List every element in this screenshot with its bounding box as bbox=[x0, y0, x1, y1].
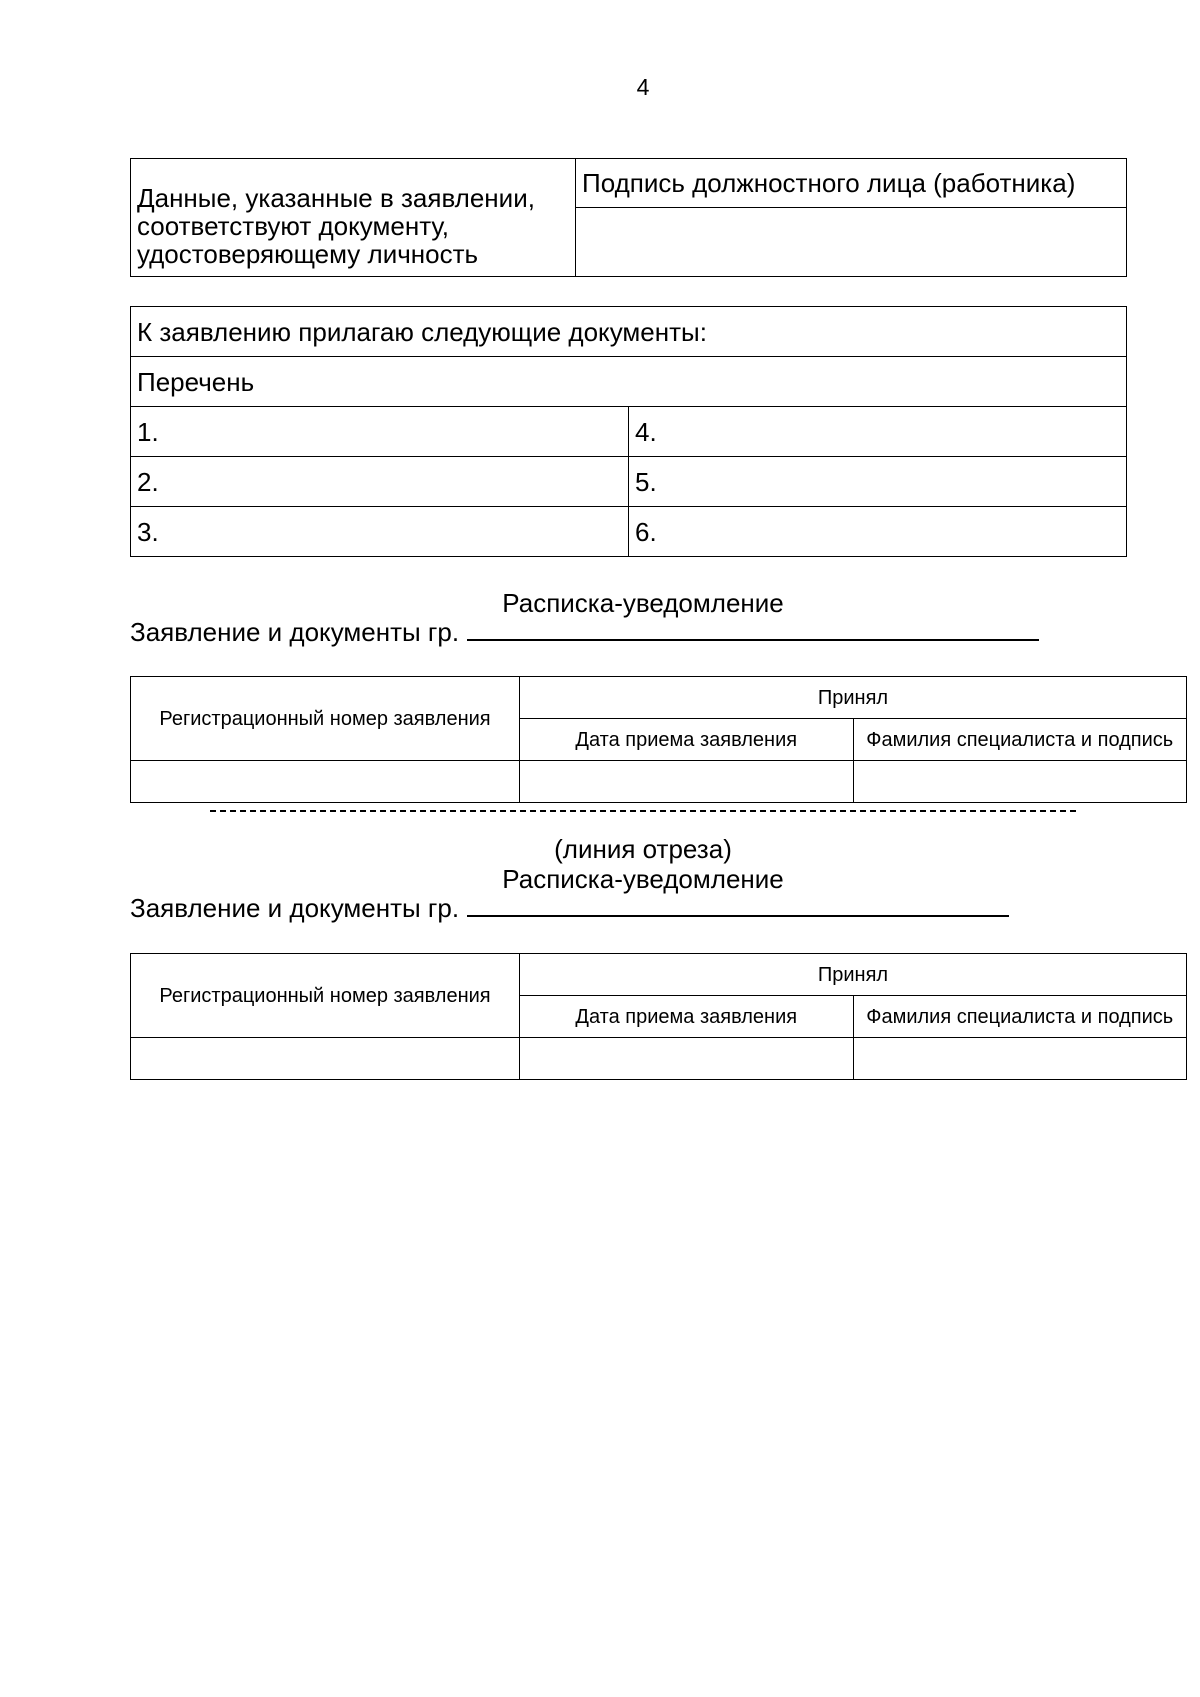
receipt-title: Расписка-уведомление bbox=[502, 864, 784, 894]
reg-number-header: Регистрационный номер заявления bbox=[131, 954, 520, 1038]
attachment-item[interactable]: 3. bbox=[131, 507, 629, 557]
applicant-label: Заявление и документы гр. bbox=[130, 893, 460, 923]
identity-statement: Данные, указанные в заявлении, соответствуют документу, удостоверяющему личность bbox=[131, 159, 576, 277]
cut-line-label: (линия отреза) bbox=[554, 834, 732, 864]
receipt-date-header: Дата приема заявления bbox=[520, 719, 854, 761]
page-number: 4 bbox=[636, 74, 650, 100]
receipt-date-header: Дата приема заявления bbox=[520, 996, 854, 1038]
attachments-list-label: Перечень bbox=[131, 357, 1127, 407]
attachment-item[interactable]: 5. bbox=[629, 457, 1127, 507]
reg-number-cell[interactable] bbox=[131, 761, 520, 803]
applicant-name-blank[interactable] bbox=[467, 893, 1009, 917]
accepted-header: Принял bbox=[520, 954, 1187, 996]
applicant-line bbox=[130, 893, 1009, 923]
applicant-label: Заявление и документы гр. bbox=[130, 617, 460, 647]
cut-line-dashes bbox=[210, 810, 1076, 812]
reg-number-header: Регистрационный номер заявления bbox=[131, 677, 520, 761]
specialist-signature-cell[interactable] bbox=[853, 1038, 1187, 1080]
applicant-line bbox=[130, 617, 1039, 647]
receipt-table bbox=[130, 953, 1187, 1080]
receipt-table bbox=[130, 676, 1187, 803]
receipt-date-cell[interactable] bbox=[520, 761, 854, 803]
specialist-signature-cell[interactable] bbox=[853, 761, 1187, 803]
attachment-item[interactable]: 1. bbox=[131, 407, 629, 457]
receipt-title: Расписка-уведомление bbox=[502, 588, 784, 618]
attachments-heading: К заявлению прилагаю следующие документы: bbox=[131, 307, 1127, 357]
applicant-name-blank[interactable] bbox=[467, 617, 1039, 641]
official-signature-label: Подпись должностного лица (работника) bbox=[576, 159, 1127, 208]
accepted-header: Принял bbox=[520, 677, 1187, 719]
attachment-item[interactable]: 6. bbox=[629, 507, 1127, 557]
identity-check-table bbox=[130, 158, 1127, 277]
official-signature-field[interactable] bbox=[576, 208, 1127, 277]
reg-number-cell[interactable] bbox=[131, 1038, 520, 1080]
attached-documents-table bbox=[130, 306, 1127, 557]
attachment-item[interactable]: 2. bbox=[131, 457, 629, 507]
specialist-signature-header: Фамилия специалиста и подпись bbox=[853, 996, 1187, 1038]
specialist-signature-header: Фамилия специалиста и подпись bbox=[853, 719, 1187, 761]
receipt-date-cell[interactable] bbox=[520, 1038, 854, 1080]
attachment-item[interactable]: 4. bbox=[629, 407, 1127, 457]
